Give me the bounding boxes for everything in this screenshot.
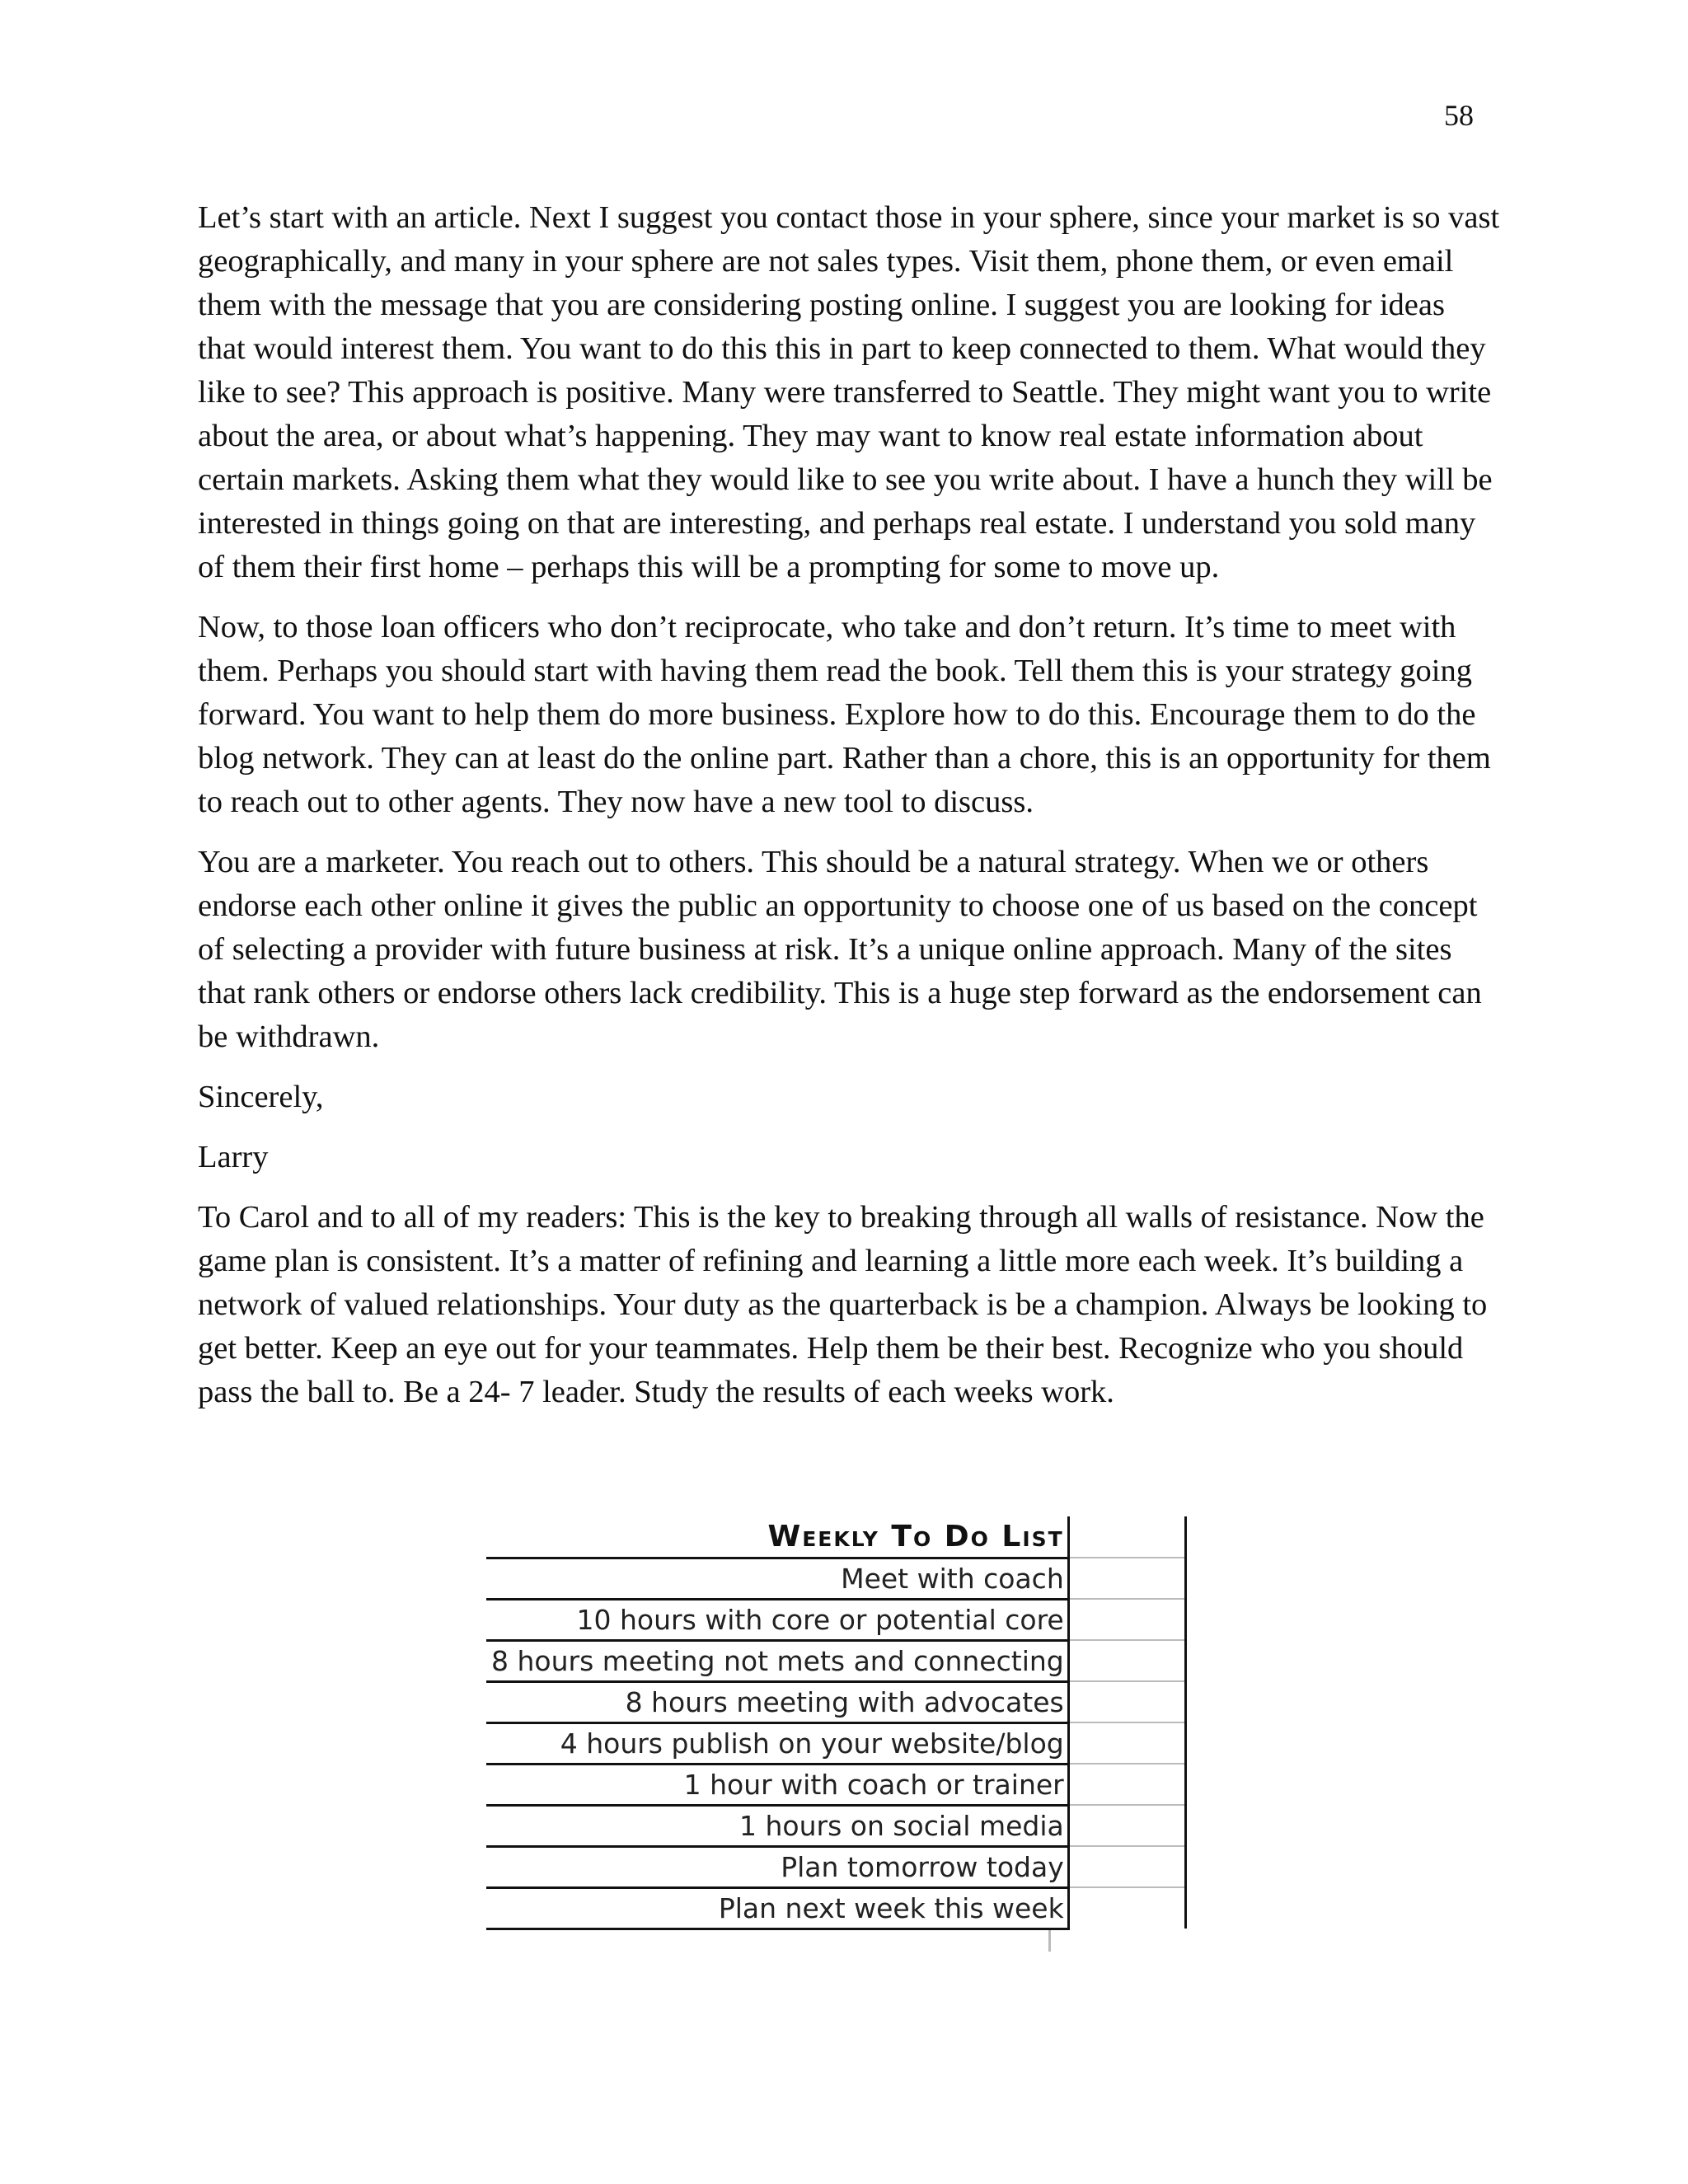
todo-row [486,1722,1186,1764]
todo-check-cell [1068,1887,1185,1929]
todo-row [486,1764,1186,1805]
todo-row [486,1599,1186,1640]
page-number: 58 [1444,99,1474,132]
todo-item: 8 hours meeting with advocates [486,1681,1068,1722]
todo-row [486,1805,1186,1846]
todo-table [486,1516,1187,1930]
todo-item: 4 hours publish on your website/blog [486,1722,1068,1764]
salutation: Sincerely, [198,1080,324,1114]
paragraph: You are a marketer. You reach out to others. This should be a natural strategy. When we or others endorse each other online it gives the public an opportunity to choose one of us based on the concept of selecting a provider with future business at risk. It’s a unique online approach. Many of the sites that rank others or endorse others lack credibility. This is a huge step forward as the endorsement can be withdrawn. [198,845,1482,1054]
todo-row [486,1558,1186,1599]
signature: Larry [198,1140,269,1174]
body-text [198,196,1500,1431]
todo-check-cell [1068,1640,1185,1681]
todo-check-cell [1068,1681,1185,1722]
todo-row [486,1640,1186,1681]
todo-item: 1 hours on social media [486,1805,1068,1846]
todo-check-cell [1068,1846,1185,1887]
table-gridline [1048,1930,1051,1952]
todo-item: Meet with coach [486,1558,1068,1599]
todo-title: Weekly To Do List [486,1516,1068,1558]
todo-row [486,1887,1186,1929]
todo-check-cell [1068,1722,1185,1764]
todo-item: Plan next week this week [486,1887,1068,1929]
todo-check-cell [1068,1805,1185,1846]
todo-check-cell [1068,1599,1185,1640]
todo-check-cell [1068,1764,1185,1805]
todo-row [486,1846,1186,1887]
todo-row [486,1681,1186,1722]
todo-item: 10 hours with core or potential core [486,1599,1068,1640]
todo-item: 1 hour with coach or trainer [486,1764,1068,1805]
todo-check-cell [1068,1558,1185,1599]
todo-item: Plan tomorrow today [486,1846,1068,1887]
afterword-paragraph: To Carol and to all of my readers: This is the key to breaking through all walls of resistance. Now the game plan is consistent. It’s a matter of refining and learning a little more each week. It’s building a network of valued relationships. Your duty as the quarterback is be a champion. Always be looking to get better. Keep an eye out for your teammates. Help them be their best. Recognize who you should pass the ball to. Be a 24- 7 leader. Study the results of each weeks work. [198,1200,1488,1409]
weekly-todo-list [486,1516,1187,1930]
paragraph: Now, to those loan officers who don’t reciprocate, who take and don’t return. It’s time to meet with them. Perhaps you should start with having them read the book. Tell them this is your strategy going forward. You want to help them do more business. Explore how to do this. Encourage them to do the blog network. They can at least do the online part. Rather than a chore, this is an opportunity for them to reach out to other agents. They now have a new tool to discuss. [198,610,1491,819]
todo-item: 8 hours meeting not mets and connecting [486,1640,1068,1681]
paragraph: Let’s start with an article. Next I suggest you contact those in your sphere, since your market is so vast geographically, and many in your sphere are not sales types. Visit them, phone them, or even email them with the message that you are considering posting online. I suggest you are looking for ideas that would interest them. You want to do this this in part to keep connected to them. What would they like to see? This approach is positive. Many were transferred to Seattle. They might want you to write about the area, or about what’s happening. They may want to know real estate information about certain markets. Asking them what they would like to see you write about. I have a hunch they will be interested in things going on that are interesting, and perhaps real estate. I understand you sold many of them their first home – perhaps this will be a prompting for some to move up. [198,200,1500,584]
todo-check-cell [1068,1516,1185,1558]
todo-header-row [486,1516,1186,1558]
